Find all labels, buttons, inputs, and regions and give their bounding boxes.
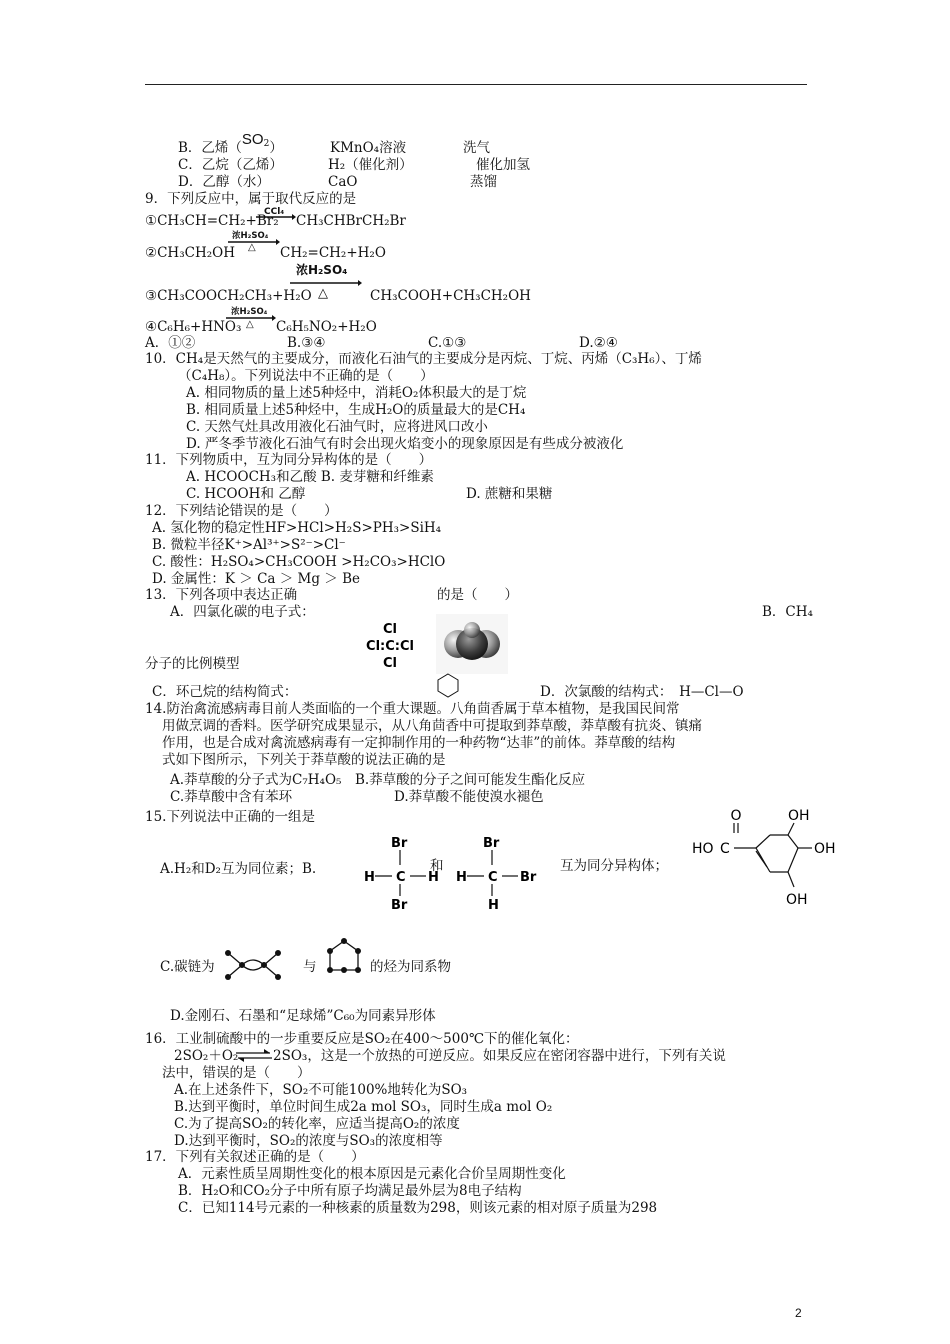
q16-eq-right: 2SO₃，这是一个放热的可逆反应。如果反应在密闭容器中进行，下列有关说 [273, 1048, 726, 1064]
q9-r2-cond2: △ [248, 242, 256, 253]
q15-and: 和 [430, 858, 444, 874]
q9-r2-left: ②CH₃CH₂OH [145, 245, 235, 261]
q15-isomer-text: 互为同分异构体； [560, 858, 668, 874]
ch2br2-structure-2 [452, 832, 547, 912]
q13-option-b-cont: 分子的比例模型 [145, 656, 240, 672]
acid-oh-top: OH [788, 808, 810, 824]
q14-option-d: D.莽草酸不能使溴水褪色 [394, 789, 544, 805]
q13-stem-a: 13．下列各项中表达正确 [145, 587, 298, 603]
s2-br-top: Br [483, 836, 500, 851]
q10-stem-1: 10．CH₄是天然气的主要成分，而液化石油气的主要成分是丙烷、丁烷、丙烯（C₃H₆）、丁烯 [145, 351, 702, 367]
q14-stem-2: 用做烹调的香料。医学研究成果显示，从八角茴香中可提取到莽草酸，莽草酸有抗炎、镇痛 [162, 718, 702, 734]
q16-option-a: A.在上述条件下，SO₂不可能100%地转化为SO₃ [174, 1082, 468, 1098]
q12-stem: 12．下列结论错误的是（ ） [145, 503, 338, 519]
q9-r2-cond: 浓H₂SO₄ [232, 231, 269, 241]
q9-option-c: C.①③ [428, 335, 467, 351]
q9-r1-right: CH₃CHBrCH₂Br [296, 213, 406, 229]
q9-r4-right: C₆H₅NO₂+H₂O [276, 319, 377, 335]
q16-stem-3: 法中，错误的是（ ） [162, 1065, 311, 1081]
line-d: D．乙醇（水） [178, 174, 270, 190]
acid-o-label: O [730, 808, 742, 824]
q11-option-d: D. 蔗糖和果糖 [466, 486, 553, 502]
q15-option-c-3: 的烃为同系物 [370, 959, 451, 975]
s1-br-top: Br [391, 836, 408, 851]
q10-stem-2: （C₄H₈）。下列说法中不正确的是（ ） [178, 368, 434, 384]
q12-option-b: B. 微粒半径K⁺>Al³⁺>S²⁻>Cl⁻ [152, 537, 346, 553]
ccl4-top: Cl [383, 622, 397, 637]
s2-br-right: Br [520, 870, 537, 885]
q16-option-d: D.达到平衡时，SO₂的浓度与SO₃的浓度相等 [174, 1133, 443, 1149]
s1-h-right: H [428, 870, 439, 885]
q14-stem-4: 式如下图所示，下列关于莽草酸的说法正确的是 [162, 752, 446, 768]
carbon-chain-2-icon [324, 936, 364, 982]
q11-option-c: C. HCOOH和 乙醇 [186, 486, 306, 502]
page-number: 2 [795, 1306, 802, 1320]
acid-ho-label: HO [692, 841, 714, 857]
s1-c: C [396, 870, 406, 885]
reversible-arrow-icon [236, 1049, 272, 1063]
q17-option-b: B．H₂O和CO₂分子中所有原子均满足最外层为8电子结构 [178, 1183, 522, 1199]
q14-stem-1: 14.防治禽流感病毒目前人类面临的一个重大课题。八角茴香属于草本植物，是我国民间常 [145, 701, 680, 717]
line-b-method: 洗气 [463, 140, 490, 156]
q10-option-c: C. 天然气灶具改用液化石油气时，应将进风口改小 [186, 419, 488, 435]
q9-r1-arrow [256, 213, 296, 221]
q16-eq-left: 2SO₂＋O₂ [174, 1048, 239, 1064]
s1-h-left: H [364, 870, 375, 885]
line-d-reagent: CaO [328, 174, 358, 190]
shikimic-acid-structure [690, 805, 850, 915]
q15-option-c-1: C.碳链为 [160, 959, 215, 975]
acid-c-label: C [720, 841, 730, 857]
q14-stem-3: 作用，也是合成对禽流感病毒有一定抑制作用的一种药物“达菲”的前体。莽草酸的结构 [162, 735, 676, 751]
q9-r4-cond2: △ [246, 319, 254, 330]
q17-stem: 17．下列有关叙述正确的是（ ） [145, 1149, 365, 1165]
q15-option-c-2: 与 [303, 959, 317, 975]
line-d-method: 蒸馏 [470, 174, 497, 190]
q9-r2-right: CH₂=CH₂+H₂O [280, 245, 386, 261]
q13-option-d: D．次氯酸的结构式： H—Cl—O [540, 684, 744, 700]
carbon-chain-1-icon [220, 945, 286, 985]
q11-stem: 11．下列物质中，互为同分异构体的是（ ） [145, 452, 433, 468]
q9-r4-left: ④C₆H₆+HNO₃ [145, 319, 242, 335]
q12-option-d: D. 金属性：K ＞ Ca ＞ Mg ＞ Be [152, 571, 361, 587]
header-rule [145, 84, 807, 85]
q9-stem: 9．下列反应中，属于取代反应的是 [145, 191, 357, 207]
q9-r3-left: ③CH₃COOCH₂CH₃+H₂O [145, 288, 312, 304]
q13-option-b: B．CH₄ [762, 604, 813, 620]
ccl4-electron-formula [355, 620, 425, 672]
ch4-space-filling-model-icon [436, 614, 508, 674]
s2-h-bottom: H [488, 898, 499, 913]
ccl4-mid: Cl:C:Cl [366, 639, 414, 654]
q10-option-a: A. 相同物质的量上述5种烃中，消耗O₂体积最大的是丁烷 [186, 385, 527, 401]
q9-r3-cond: 浓H₂SO₄ [296, 263, 348, 277]
q16-stem-1: 16．工业制硫酸中的一步重要反应是SO₂在400～500℃下的催化氧化： [145, 1031, 579, 1047]
q9-r4-cond: 浓H₂SO₄ [231, 307, 268, 317]
ccl4-bot: Cl [383, 656, 397, 671]
q9-r3-right: CH₃COOH+CH₃CH₂OH [370, 288, 531, 304]
s1-br-bottom: Br [391, 898, 408, 913]
q15-stem: 15.下列说法中正确的一组是 [145, 809, 315, 825]
line-c-reagent: H₂（催化剂） [328, 157, 413, 173]
q10-option-d: D. 严冬季节液化石油气有时会出现火焰变小的现象原因是有些成分被液化 [186, 436, 624, 452]
s2-c: C [488, 870, 498, 885]
q15-option-d: D.金刚石、石墨和“足球烯”C₆₀为同素异形体 [170, 1008, 436, 1024]
q17-option-a: A．元素性质呈周期性变化的根本原因是元素化合价呈周期性变化 [178, 1166, 566, 1182]
line-c-method: 催化加氢 [476, 157, 530, 173]
q16-option-b: B.达到平衡时，单位时间生成2a mol SO₃，同时生成a mol O₂ [174, 1099, 553, 1115]
acid-oh-bottom: OH [786, 892, 808, 908]
q10-option-b: B. 相同质量上述5种烃中，生成H₂O的质量最大的是CH₄ [186, 402, 526, 418]
q9-option-d: D.②④ [579, 335, 618, 351]
s2-h-left: H [456, 870, 467, 885]
q13-option-a: A．四氯化碳的电子式： [170, 604, 315, 620]
line-b: B．乙烯$(SO^2)$ [178, 131, 283, 156]
q13-stem-b: 的是（ ） [437, 587, 518, 603]
q12-option-c: C. 酸性：H₂SO₄>CH₃COOH >H₂CO₃>HClO [152, 554, 446, 570]
q17-option-c: C．已知114号元素的一种核素的质量数为298，则该元素的相对原子质量为298 [178, 1200, 658, 1216]
q9-option-a: A．①② [145, 335, 196, 351]
q14-option-c: C.莽草酸中含有苯环 [170, 789, 293, 805]
line-b-reagent: KMnO₄溶液 [330, 140, 407, 156]
q9-option-b: B.③④ [287, 335, 326, 351]
q9-r1-cond: CCl₄ [264, 207, 285, 217]
q11-option-ab: A. HCOOCH₃和乙酸 B. 麦芽糖和纤维素 [186, 469, 434, 485]
acid-oh-right: OH [814, 841, 836, 857]
q13-option-c: C．环己烷的结构简式： [152, 684, 298, 700]
q9-r3-cond2: △ [318, 286, 328, 301]
q16-option-c: C.为了提高SO₂的转化率，应适当提高O₂的浓度 [174, 1116, 460, 1132]
line-c: C．乙烷（乙烯） [178, 157, 283, 173]
q12-option-a: A. 氢化物的稳定性HF>HCl>H₂S>PH₃>SiH₄ [152, 520, 442, 536]
q15-option-a: A.H₂和D₂互为同位素；B. [160, 861, 317, 877]
cyclohexane-icon [436, 672, 460, 698]
q9-r1-left: ①CH₃CH=CH₂+Br₂ [145, 213, 279, 229]
q14-option-ab: A.莽草酸的分子式为C₇H₄O₅ B.莽草酸的分子之间可能发生酯化反应 [170, 772, 586, 788]
